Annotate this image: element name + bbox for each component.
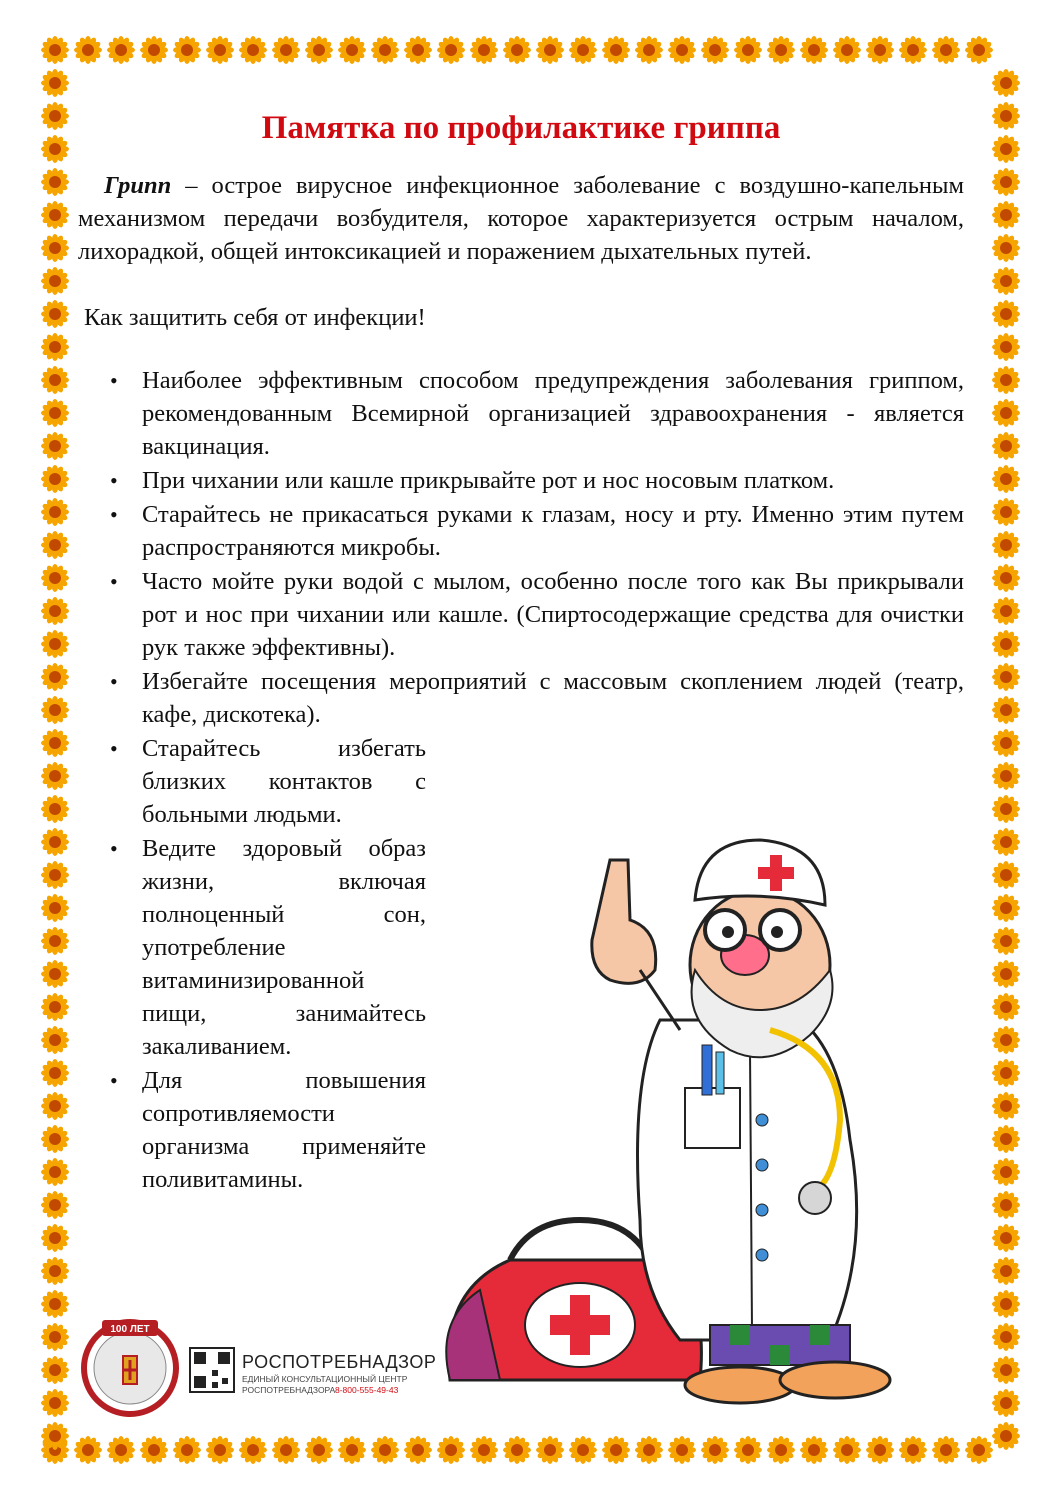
flower-icon [992,1059,1020,1087]
flower-icon [992,1257,1020,1285]
flower-icon [992,498,1020,526]
intro-term: Грипп [104,172,172,199]
flower-icon [74,1436,102,1464]
flower-icon [41,564,69,592]
flower-icon [41,1158,69,1186]
flower-icon [41,1125,69,1153]
flower-icon [992,1323,1020,1351]
flower-icon [866,36,894,64]
flower-icon [734,1436,762,1464]
flower-icon [833,36,861,64]
flower-icon [992,894,1020,922]
flower-icon [41,1389,69,1417]
flower-icon [992,696,1020,724]
flower-icon [41,729,69,757]
flower-icon [338,36,366,64]
list-item: • Для повышения сопротивляемости организма применяйте поливитамины. [78,1064,426,1196]
flower-icon [107,36,135,64]
flower-icon [701,1436,729,1464]
flower-icon [206,36,234,64]
flower-icon [41,894,69,922]
flower-icon [206,1436,234,1464]
hotline-phone: 8-800-555-49-43 [335,1385,399,1395]
flower-icon [800,36,828,64]
flower-icon [899,1436,927,1464]
flower-icon [41,432,69,460]
flower-icon [992,828,1020,856]
flower-icon [992,1191,1020,1219]
bullet-icon: • [110,468,118,493]
flower-icon [992,795,1020,823]
subheading: Как защитить себя от инфекции! [84,304,426,331]
flower-icon [992,135,1020,163]
flower-icon [41,333,69,361]
flower-icon [992,201,1020,229]
list-item: • Наиболее эффективным способом предупреждения заболевания гриппом, рекомендованным Всемирной организацией здравоохранения - является вакцинация. [78,364,964,463]
flower-icon [41,498,69,526]
flower-icon [41,1290,69,1318]
badge-text: 100 ЛЕТ [110,1324,150,1335]
list-item: • Старайтесь избегать близких контактов с больными людьми. [78,732,426,831]
flower-icon [992,1158,1020,1186]
intro-text: – острое вирусное инфекционное заболевание с воздушно-капельным механизмом передачи возбудителя, которое характеризуется острым началом, лихорадкой, общей интоксикацией и поражением дыхательных путей. [78,172,964,265]
flower-icon [992,1389,1020,1417]
flower-icon [41,102,69,130]
flower-icon [992,927,1020,955]
flower-icon [41,597,69,625]
checkered-pants [710,1325,850,1365]
flower-icon [41,168,69,196]
flower-icon [41,267,69,295]
flower-icon [173,1436,201,1464]
flower-icon [272,36,300,64]
flower-icon [602,1436,630,1464]
flower-icon [41,828,69,856]
bullet-icon: • [110,836,118,861]
flower-icon [437,36,465,64]
flower-icon [992,597,1020,625]
bullet-icon: • [110,1068,118,1093]
flower-icon [503,36,531,64]
flower-icon [536,1436,564,1464]
flower-icon [404,1436,432,1464]
flower-icon [992,234,1020,262]
doctor-illustration [440,820,940,1420]
flower-icon [470,1436,498,1464]
flower-icon [992,399,1020,427]
flower-icon [932,36,960,64]
flower-icon [305,1436,333,1464]
flower-icon [404,36,432,64]
flower-icon [992,663,1020,691]
flower-icon [992,432,1020,460]
bullet-icon: • [110,736,118,761]
flower-icon [74,36,102,64]
list-item: • При чихании или кашле прикрывайте рот и нос носовым платком. [78,464,964,497]
flower-icon [41,201,69,229]
flower-icon [41,69,69,97]
flower-icon [41,762,69,790]
center-line-1: ЕДИНЫЙ КОНСУЛЬТАЦИОННЫЙ ЦЕНТР [242,1374,408,1384]
anniversary-seal-icon [84,1320,176,1414]
flower-icon [41,135,69,163]
page-title: Памятка по профилактике гриппа [261,110,781,146]
flower-icon [140,1436,168,1464]
bullet-icon: • [110,669,118,694]
flower-icon [992,1290,1020,1318]
flower-icon [992,300,1020,328]
flower-icon [41,1026,69,1054]
qr-code-icon [190,1348,234,1392]
tips-list [78,364,964,731]
flower-icon [992,69,1020,97]
flower-icon [992,861,1020,889]
flower-icon [734,36,762,64]
flower-icon [41,663,69,691]
flower-icon [239,36,267,64]
agency-name: РОСПОТРЕБНАДЗОР [242,1352,437,1372]
list-item: • Старайтесь не прикасаться руками к глазам, носу и рту. Именно этим путем распространяются микробы. [78,498,964,564]
flower-icon [992,993,1020,1021]
flower-icon [800,1436,828,1464]
flower-icon [767,36,795,64]
flower-icon [767,1436,795,1464]
flower-icon [41,1191,69,1219]
flower-icon [239,1436,267,1464]
flower-icon [833,1436,861,1464]
flower-icon [41,795,69,823]
flower-icon [602,36,630,64]
flower-icon [371,1436,399,1464]
flower-icon [932,1436,960,1464]
flower-icon [272,1436,300,1464]
flower-icon [992,1224,1020,1252]
flower-icon [992,1026,1020,1054]
flower-icon [41,300,69,328]
flower-icon [992,1092,1020,1120]
flower-icon [41,1323,69,1351]
flower-icon [635,36,663,64]
flower-icon [965,36,993,64]
list-item: • Ведите здоровый образ жизни, включая полноценный сон, употребление витаминизированной пищи, занимайтесь закаливанием. [78,832,426,1063]
flower-icon [107,1436,135,1464]
flower-icon [437,1436,465,1464]
flower-icon [992,465,1020,493]
flower-icon [470,36,498,64]
flower-icon [992,168,1020,196]
list-item: • Избегайте посещения мероприятий с массовым скоплением людей (театр, кафе, дискотека). [78,665,964,731]
flower-icon [41,1257,69,1285]
flower-icon [41,927,69,955]
flower-icon [992,531,1020,559]
flower-icon [992,729,1020,757]
flower-icon [668,1436,696,1464]
bullet-icon: • [110,368,118,393]
flower-icon [635,1436,663,1464]
flower-icon [371,36,399,64]
flower-icon [41,630,69,658]
flower-icon [992,1125,1020,1153]
flower-icon [41,861,69,889]
flower-icon [503,1436,531,1464]
flower-icon [41,234,69,262]
flower-icon [899,36,927,64]
flower-icon [41,366,69,394]
flower-icon [992,630,1020,658]
flower-icon [41,399,69,427]
flower-icon [965,1436,993,1464]
bullet-icon: • [110,569,118,594]
flower-icon [41,36,69,64]
flower-icon [41,1356,69,1384]
flower-icon [140,36,168,64]
flower-icon [992,366,1020,394]
flower-icon [41,531,69,559]
flower-icon [668,36,696,64]
flower-icon [305,36,333,64]
center-line-2: РОСПОТРЕБНАДЗОРА [242,1385,336,1395]
flower-icon [41,465,69,493]
flower-icon [992,1356,1020,1384]
flower-icon [41,960,69,988]
flower-icon [569,1436,597,1464]
flower-icon [992,762,1020,790]
flower-icon [338,1436,366,1464]
flower-icon [992,102,1020,130]
flower-icon [992,564,1020,592]
flower-icon [41,696,69,724]
footer-logos [80,1318,440,1418]
flower-icon [41,1059,69,1087]
flower-icon [866,1436,894,1464]
bullet-icon: • [110,502,118,527]
flower-icon [992,333,1020,361]
flower-icon [173,36,201,64]
flower-icon [569,36,597,64]
flower-icon [41,1092,69,1120]
flower-icon [992,267,1020,295]
flower-icon [41,993,69,1021]
flower-icon [701,36,729,64]
flower-icon [41,1224,69,1252]
flower-icon [536,36,564,64]
intro-paragraph [78,169,964,268]
flower-icon [992,960,1020,988]
flower-icon [992,1422,1020,1450]
list-item: • Часто мойте руки водой с мылом, особенно после того как Вы прикрывали рот и нос при чихании или кашле. (Спиртосодержащие средства для очистки рук также эффективны). [78,565,964,664]
